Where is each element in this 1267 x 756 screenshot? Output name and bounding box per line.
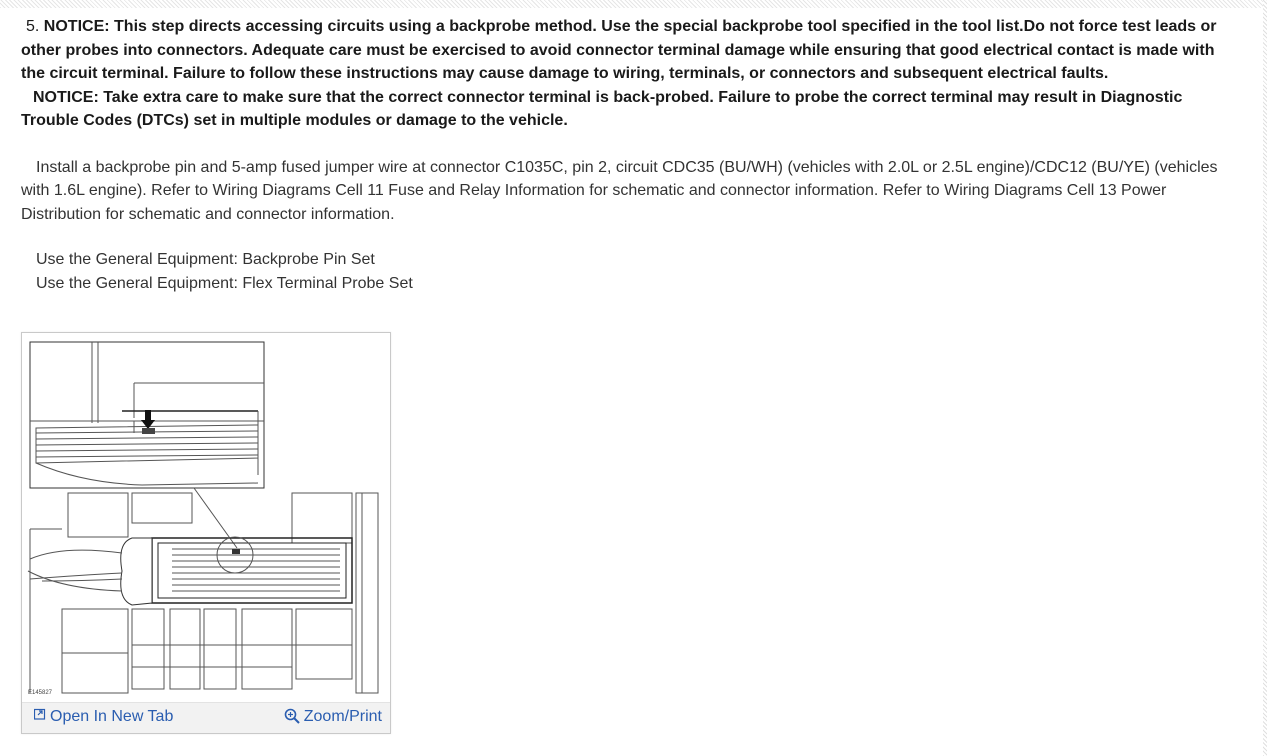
spacer (21, 133, 1239, 156)
equipment-item: Use the General Equipment: Backprobe Pin Set (36, 251, 375, 268)
figure-id: E145827 (28, 690, 53, 696)
notice-1-text: NOTICE: This step directs accessing circuits using a backprobe method. Use the special backprobe tool specified in the tool list.Do not force test leads or other probes into connectors. Adequate care must be exercised to avoid connector terminal damage while ensuring that good electrical contact is made with the circuit terminal. Failure to follow these instructions may cause damage to wiring, terminals, or connectors and subsequent electrical faults. (21, 18, 1217, 82)
spacer (21, 226, 1239, 248)
magnifier-icon (284, 709, 300, 725)
right-border (1263, 0, 1267, 756)
step-content (21, 15, 1239, 295)
notice-1 (21, 15, 1239, 86)
zoom-print-label: Zoom/Print (303, 708, 382, 725)
open-external-icon (34, 711, 46, 723)
instruction-text: Install a backprobe pin and 5-amp fused jumper wire at connector C1035C, pin 2, circuit CDC35 (BU/WH) (vehicles with 2.0L or 2.5L engine)/CDC12 (BU/YE) (vehicles with 1.6L engine). Refer to Wiring Diagrams Cell 11 Fuse and Relay Information for schematic and connector information. Refer to Wiring Diagrams Cell 13 Power Distribution for schematic and connector information. (21, 158, 1218, 223)
top-border (0, 0, 1267, 8)
open-in-new-tab-link[interactable] (34, 708, 173, 726)
open-in-new-tab-label: Open In New Tab (50, 708, 174, 725)
zoom-print-link[interactable] (284, 708, 382, 726)
step-number: 5. (26, 18, 40, 35)
equipment-item: Use the General Equipment: Flex Terminal Probe Set (36, 274, 413, 292)
connector-figure (21, 332, 391, 734)
figure-toolbar (22, 702, 390, 733)
notice-2: NOTICE: Take extra care to make sure that the correct connector terminal is back-probed. Failure to probe the correct terminal may result in Diagnostic Trouble Codes (DTCs) set in multiple modules or damage to the vehicle. (21, 88, 1183, 129)
connector-diagram (22, 333, 390, 701)
